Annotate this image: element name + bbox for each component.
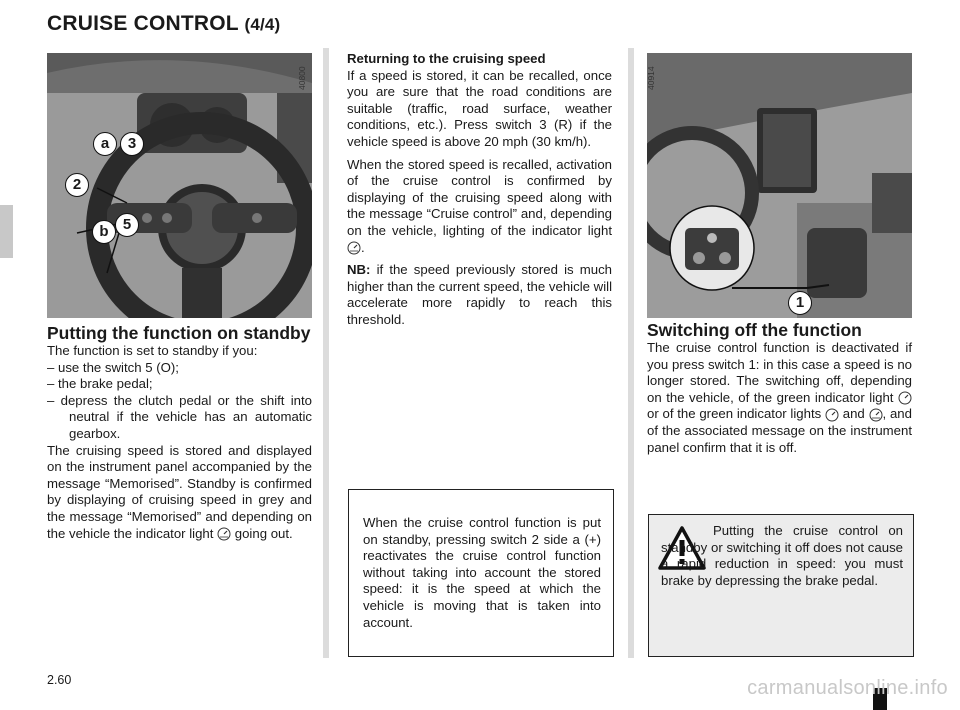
returning-p2-a: When the stored speed is recalled, activation of the cruise control is confirmed by displaying of the cruising speed along with the message “Cruise control” and, depending on the vehicle, lighting of the indicator light (347, 156, 612, 238)
info-box (348, 489, 614, 657)
column-divider-1 (323, 48, 329, 658)
standby-body-b: going out. (234, 525, 293, 541)
callout-1: 1 (788, 291, 812, 315)
callout-5: 5 (115, 213, 139, 237)
info-box-text: When the cruise control function is put on standby, pressing switch 2 side a (+) reactivates the cruise control function without taking into account the stored speed: it is the speed at which the vehicle is moving that is taken into account. (363, 515, 601, 630)
page-number: 2.60 (47, 673, 72, 687)
switching-off-body (647, 340, 912, 456)
returning-p2 (347, 157, 612, 257)
speedometer-icon (869, 408, 883, 422)
chapter-tab (0, 205, 13, 258)
nb-text: if the speed previously stored is much higher than the current speed, the vehicle will accelerate more rapidly to reach this threshold. (347, 262, 612, 327)
standby-bullet-1: – use the switch 5 (O); (47, 359, 179, 375)
switching-off-heading: Switching off the function (647, 320, 862, 340)
nb-label: NB: (347, 262, 371, 278)
steering-wheel-photo (47, 53, 312, 318)
warning-box (648, 514, 914, 657)
standby-intro: The function is set to standby if you: (47, 343, 258, 358)
returning-nb (347, 262, 612, 328)
switching-off-p1c: and (842, 406, 865, 422)
speedometer-icon (898, 391, 912, 405)
switching-off-section (647, 321, 912, 456)
switching-off-p1d: , and of the associated message on the instrument panel confirm that it is off. (647, 406, 912, 455)
title-part: (4/4) (244, 15, 281, 34)
center-console-photo (647, 53, 912, 318)
title-text: CRUISE CONTROL (47, 12, 239, 35)
callout-a: a (93, 132, 117, 156)
switching-off-p1b: or of the green indicator lights (647, 406, 822, 422)
standby-section (47, 324, 312, 542)
standby-body (47, 443, 312, 543)
warning-box-text: Putting the cruise control on standby or switching it off does not cause a rapid reduction in speed: you must brake by depressing the brake pedal. (661, 523, 903, 588)
callout-2: 2 (65, 173, 89, 197)
callout-b: b (92, 220, 116, 244)
switching-off-p1a: The cruise control function is deactivated if you press switch 1: in this case a speed is no longer stored. The switching off, depending on the vehicle, of the green indicator light (647, 340, 912, 405)
figure-left-ref: 40800 (297, 66, 307, 90)
standby-bullet-2: – the brake pedal; (47, 376, 153, 392)
returning-p2-b: . (361, 239, 365, 255)
figure-right-ref: 40914 (646, 66, 656, 90)
returning-heading: Returning to the cruising speed (347, 51, 546, 66)
returning-section (347, 51, 612, 329)
returning-p1: If a speed is stored, it can be recalled, once you are sure that the road conditions are suitable (traffic, road surface, weather conditions, etc.). Press switch 3 (R) if the vehicle speed is above 20 mph (30 km/h). (347, 67, 612, 149)
callout-3: 3 (120, 132, 144, 156)
watermark: carmanualsonline.info (747, 677, 948, 699)
speedometer-icon (825, 408, 839, 422)
page-title (47, 12, 280, 36)
speedometer-icon (347, 241, 361, 255)
standby-body-a: The cruising speed is stored and displayed on the instrument panel accompanied by the message “Memorised”. Standby is confirmed by displaying of cruising speed in grey and the message “Memorised” and depending on the vehicle the indicator light (47, 442, 312, 541)
standby-bullet-3: – depress the clutch pedal or the shift into neutral if the vehicle has an automatic gearbox. (47, 392, 312, 441)
speedometer-icon (217, 527, 231, 541)
standby-heading: Putting the function on standby (47, 323, 311, 343)
column-divider-2 (628, 48, 634, 658)
